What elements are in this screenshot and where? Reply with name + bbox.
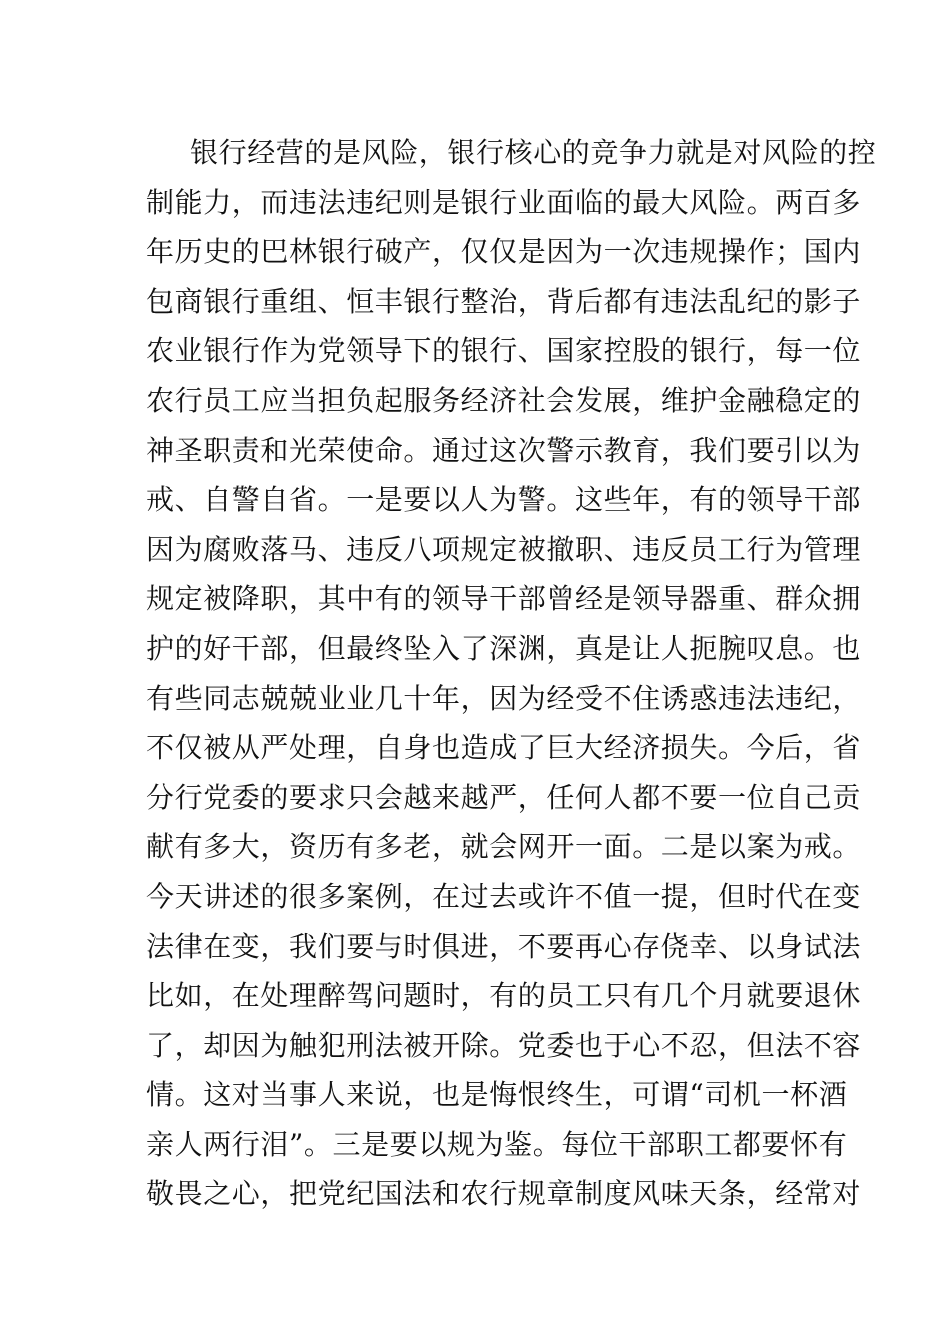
text-line: 了，却因为触犯刑法被开除。党委也于心不忍，但法不容 — [146, 1028, 862, 1062]
text-line: 比如，在处理醉驾问题时，有的员工只有几个月就要退休 — [146, 979, 862, 1013]
text-line: 神圣职责和光荣使命。通过这次警示教育，我们要引以为 — [146, 433, 862, 467]
text-line: 今天讲述的很多案例，在过去或许不值一提，但时代在变 — [146, 879, 862, 913]
text-line: 有些同志兢兢业业几十年，因为经受不住诱惑违法违纪， — [146, 681, 862, 715]
text-line: 年历史的巴林银行破产，仅仅是因为一次违规操作；国内 — [146, 235, 862, 269]
body-paragraph — [146, 128, 877, 1219]
text-line: 法律在变，我们要与时俱进，不要再心存侥幸、以身试法 — [146, 929, 862, 963]
text-line: 农行员工应当担负起服务经济社会发展，维护金融稳定的 — [146, 383, 862, 417]
text-line: 规定被降职，其中有的领导干部曾经是领导器重、群众拥 — [146, 582, 862, 616]
text-line: 护的好干部，但最终坠入了深渊，真是让人扼腕叹息。也 — [146, 631, 862, 665]
text-line: 制能力，而违法违纪则是银行业面临的最大风险。两百多 — [146, 185, 862, 219]
text-line: 敬畏之心，把党纪国法和农行规章制度风味天条，经常对 — [146, 1177, 862, 1211]
text-line: 不仅被从严处理，自身也造成了巨大经济损失。今后，省 — [146, 731, 862, 765]
text-line: 献有多大，资历有多老，就会网开一面。二是以案为戒。 — [146, 830, 862, 864]
text-line: 包商银行重组、恒丰银行整治，背后都有违法乱纪的影子 — [146, 284, 862, 318]
text-line: 戒、自警自省。一是要以人为警。这些年，有的领导干部 — [146, 483, 862, 517]
text-line: 因为腐败落马、违反八项规定被撤职、违反员工行为管理 — [146, 532, 862, 566]
text-line: 分行党委的要求只会越来越严，任何人都不要一位自己贡 — [146, 780, 862, 814]
text-line: 农业银行作为党领导下的银行、国家控股的银行，每一位 — [146, 334, 862, 368]
text-line: 银行经营的是风险，银行核心的竞争力就是对风险的控 — [190, 136, 877, 169]
text-line: 情。这对当事人来说，也是悔恨终生，可谓“司机一杯酒 — [146, 1078, 848, 1112]
text-line: 亲人两行泪”。三是要以规为鉴。每位干部职工都要怀有 — [146, 1127, 848, 1161]
